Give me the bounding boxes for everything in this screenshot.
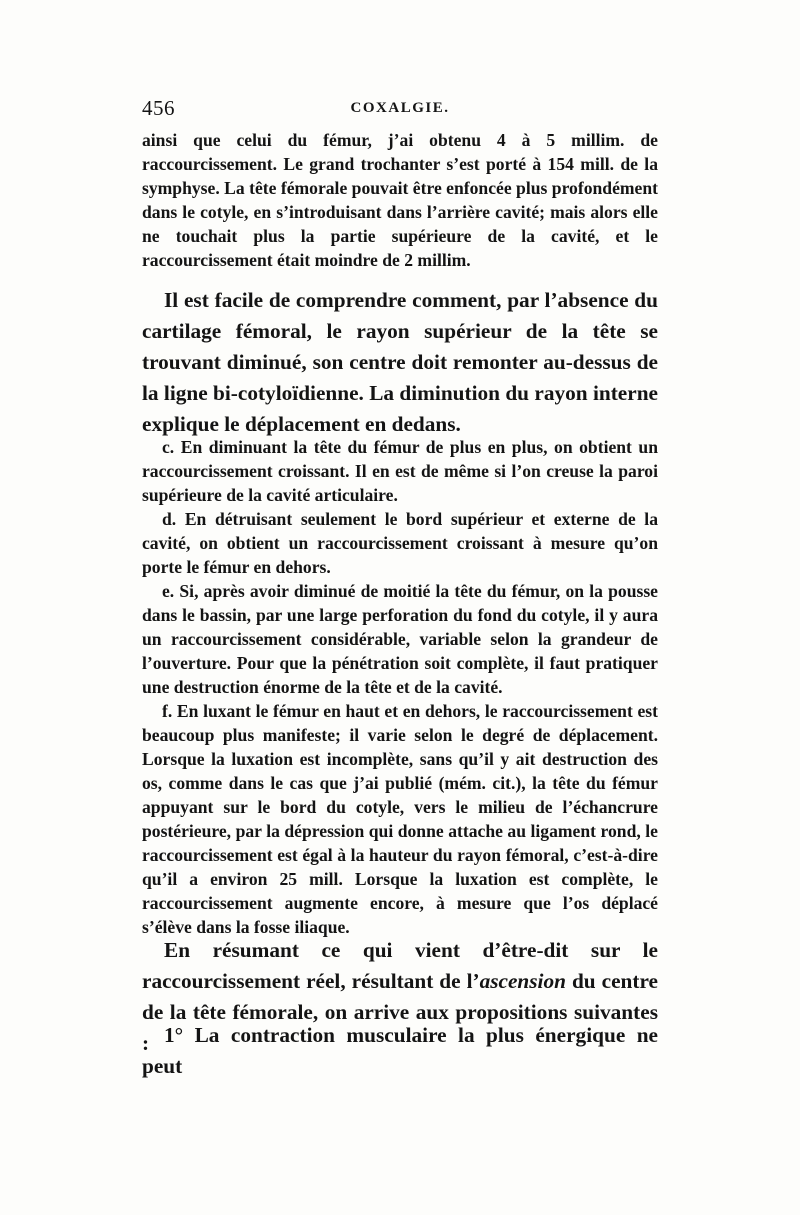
paragraph-explanation: Il est facile de comprendre comment, par l’absence du cartilage fémoral, le rayon supérieur de la tête se trouvant diminué, son centre doit remonter au-dessus de la ligne bi-cotyloïdienne. La diminution du rayon interne explique le déplacement en dedans. [142, 288, 658, 436]
paragraph-item-f: f. En luxant le fémur en haut et en dehors, le raccourcissement est beaucoup plus manifeste; il varie selon le degré de déplacement. Lorsque la luxation est incomplète, sans qu’il y ait destruction des os, comme dans le cas que j’ai publié (mém. cit.), la tête du fémur appuyant sur le bord du cotyle, vers le milieu de l’échancrure postérieure, par la dépression qui donne attache au ligament rond, le raccourcissement est égal à la hauteur du rayon fémoral, c’est-à-dire qu’il a environ 25 mill. Lorsque la luxation est complète, le raccourcissement augmente encore, à mesure que l’os déplacé s’élève dans la fosse iliaque. [142, 701, 658, 937]
paragraph-continuation: ainsi que celui du fémur, j’ai obtenu 4 à 5 millim. de raccourcissement. Le grand trochanter s’est porté à 154 mill. de la symphyse. La tête fémorale pouvait être enfoncée plus profondément dans le cotyle, en s’introduisant dans l’arrière cavité; mais alors elle ne touchait plus la partie supérieure de la cavité, et le raccourcissement était moindre de 2 millim. [142, 130, 658, 270]
paragraph-item-c: c. En diminuant la tête du fémur de plus en plus, on obtient un raccourcissement croissant. Il en est de même si l’on creuse la paroi supérieure de la cavité articulaire. [142, 437, 658, 505]
summary-text-start: En résumant ce qui vient d’être-dit sur le raccourcissement réel, résultant de l’ [142, 938, 658, 993]
summary-emphasis: ascension [479, 969, 566, 993]
running-title: COXALGIE. [350, 100, 450, 116]
summary-text-end: du centre de la tête fémorale, on arrive aux propositions suivantes : [142, 969, 658, 1055]
running-header [142, 96, 658, 126]
paragraph-item-e: e. Si, après avoir diminué de moitié la tête du fémur, on la pousse dans le bassin, par une large perforation du fond du cotyle, il y aura un raccourcissement considérable, variable selon la grandeur de l’ouverture. Pour que la pénétration soit complète, il faut pratiquer une destruction énorme de la tête et de la cavité. [142, 581, 658, 697]
page-number: 456 [142, 96, 175, 120]
paragraph-proposition-1: 1° La contraction musculaire la plus énergique ne peut [142, 1023, 658, 1078]
paragraph-item-d: d. En détruisant seulement le bord supérieur et externe de la cavité, on obtient un raccourcissement croissant à mesure qu’on porte le fémur en dehors. [142, 509, 658, 577]
